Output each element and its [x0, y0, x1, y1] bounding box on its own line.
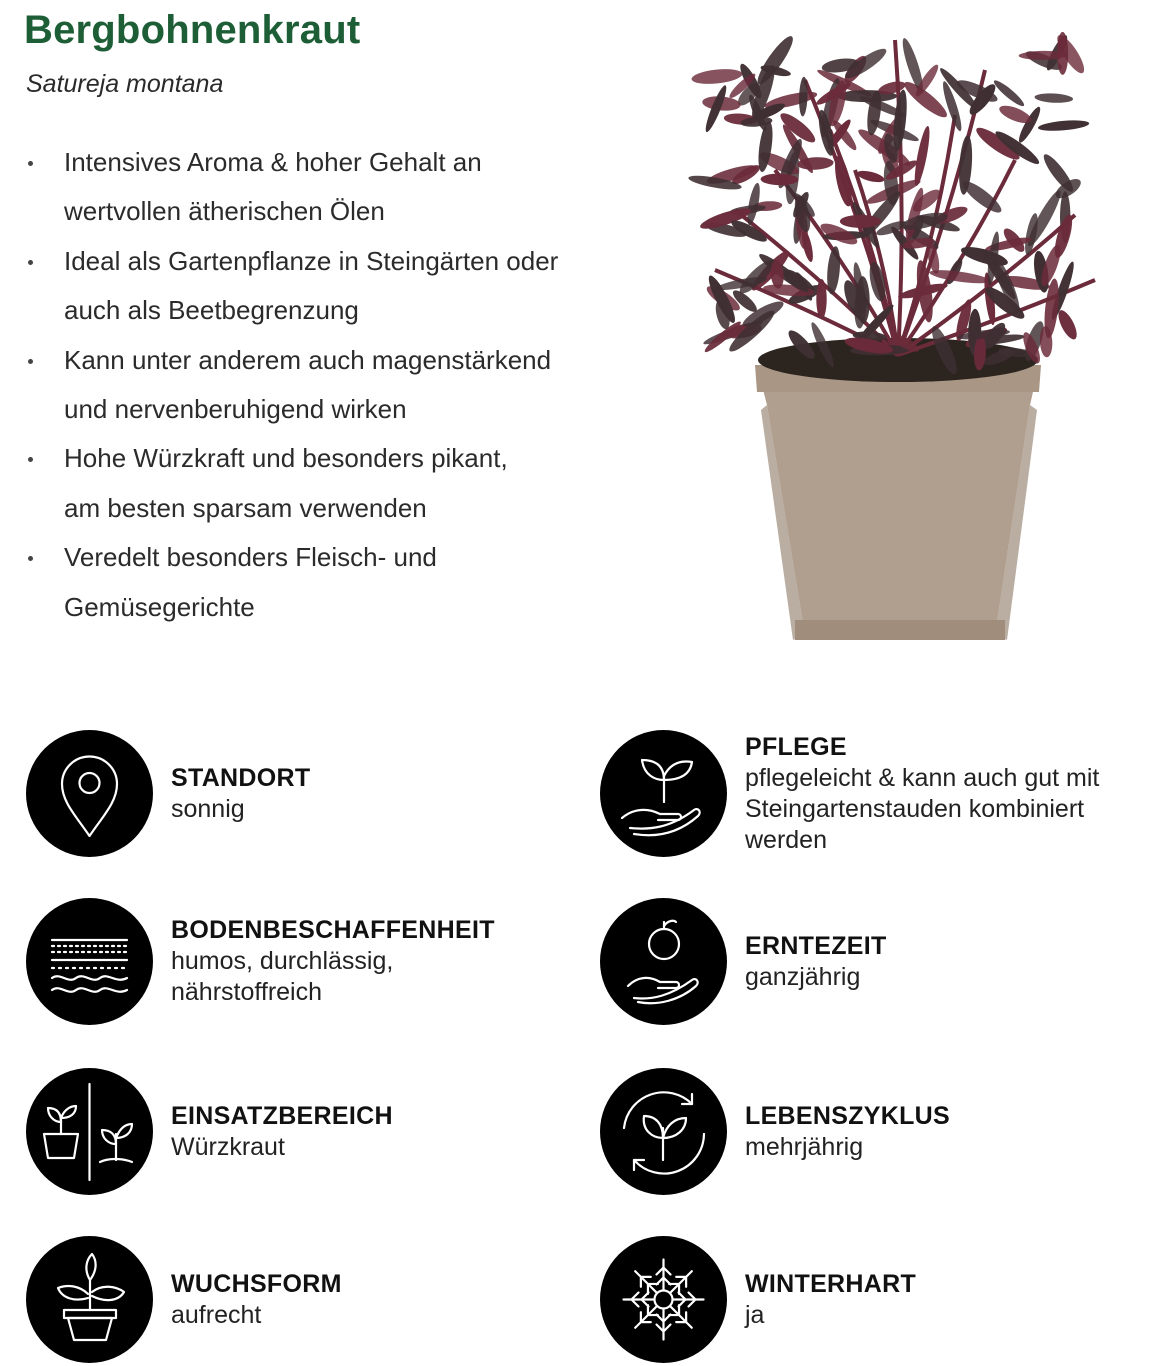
feature-einsatz	[26, 1068, 586, 1198]
bullet-item: Kann unter anderem auch magenstärkend und nervenberuhigend wirken	[24, 336, 604, 435]
feature-value: mehrjährig	[745, 1132, 864, 1161]
bullet-item: Ideal als Gartenpflanze in Steingärten oder auch als Beetbegrenzung	[24, 237, 604, 336]
feature-label: ERNTEZEIT	[745, 931, 887, 960]
feature-value: ganzjährig	[745, 962, 861, 991]
location-pin-icon	[26, 730, 153, 857]
feature-value: pflegeleicht & kann auch gut mit Steingartenstauden kombiniert werden	[745, 763, 1100, 854]
feature-pflege	[600, 730, 1160, 860]
snowflake-icon	[600, 1236, 727, 1363]
product-title: Bergbohnenkraut	[24, 8, 361, 52]
pot-and-ground-plant-icon	[26, 1068, 153, 1195]
bullet-item: Veredelt besonders Fleisch- und Gemüsegerichte	[24, 533, 604, 632]
feature-lebenszyklus	[600, 1068, 1160, 1198]
feature-value: Würzkraut	[171, 1132, 285, 1161]
plant-image	[655, 20, 1125, 650]
feature-label: PFLEGE	[745, 732, 847, 761]
feature-label: LEBENSZYKLUS	[745, 1101, 951, 1130]
cycle-leaf-icon	[600, 1068, 727, 1195]
feature-label: BODENBESCHAFFENHEIT	[171, 916, 495, 944]
feature-wuchsform	[26, 1236, 586, 1366]
feature-erntezeit	[600, 898, 1160, 1028]
sprout-hand-icon	[600, 730, 727, 857]
feature-value: aufrecht	[171, 1300, 262, 1329]
plant-foliage	[688, 32, 1095, 377]
fruit-hand-icon	[600, 898, 727, 1025]
feature-label: STANDORT	[171, 763, 311, 792]
feature-value: sonnig	[171, 794, 245, 823]
feature-value: humos, durchlässig, nährstoffreich	[171, 947, 394, 1006]
feature-winterhart	[600, 1236, 1160, 1366]
feature-standort	[26, 730, 586, 860]
feature-label: WUCHSFORM	[171, 1269, 342, 1298]
soil-layers-icon	[26, 898, 153, 1025]
feature-label: EINSATZBEREICH	[171, 1101, 393, 1130]
bullet-item: Intensives Aroma & hoher Gehalt an wertvollen ätherischen Ölen	[24, 138, 604, 237]
feature-label: WINTERHART	[745, 1269, 917, 1298]
potted-plant-icon	[26, 1236, 153, 1363]
feature-value: ja	[745, 1300, 765, 1329]
feature-bullet-list	[24, 138, 604, 632]
product-latin-name: Satureja montana	[26, 70, 224, 98]
bullet-item: Hohe Würzkraft und besonders pikant, am besten sparsam verwenden	[24, 434, 604, 533]
feature-boden	[26, 898, 586, 1028]
